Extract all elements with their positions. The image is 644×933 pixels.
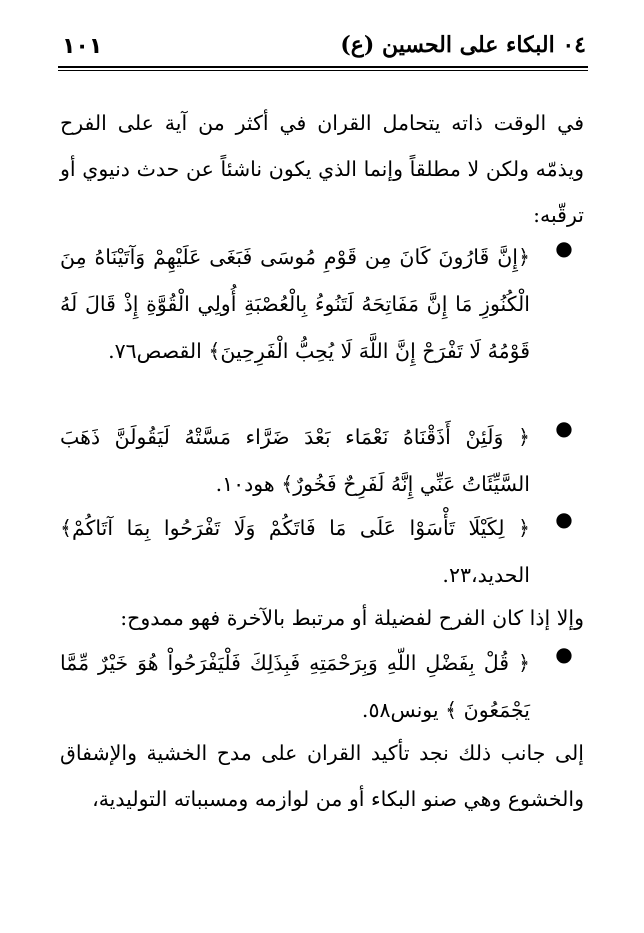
header-rule [58,66,588,68]
verse-item [60,505,530,599]
header-rule-thin [58,70,588,71]
bullet-marker: ● [555,507,573,531]
verse-text: ﴿إِنَّ قَارُونَ كَانَ مِن قَوْمِ مُوسَى فَبَغَى عَلَيْهِمْ وَآتَيْنَاهُ مِنَ الْكُنُوزِ مَا إِنَّ مَفَاتِحَهُ لَتَنُوءُ بِالْعُصْبَةِ أُولِي الْقُوَّةِ إِذْ قَالَ لَهُ قَوْمُهُ لَا تَفْرَحْ إِنَّ اللَّهَ لَا يُحِبُّ الْفَرِحِينَ﴾ [60,245,530,363]
verse-item [60,414,530,508]
verse-reference: يونس٥٨. [361,698,439,722]
verse-item [60,640,530,734]
bullet-marker: ● [555,236,573,260]
verse-item [60,234,530,375]
verse-reference: القصص٧٦. [108,339,202,363]
running-title: ٠٤ البكاء على الحسين (ع) [340,32,586,58]
page-header [58,30,588,66]
verse-text: ﴿ وَلَئِنْ أَذَقْنَاهُ نَعْمَاء بَعْدَ ضَرَّاء مَسَّتْهُ لَيَقُولَنَّ ذَهَبَ السَّيِّئَاتُ عَنِّي إِنَّهُ لَفَرِحٌ فَخُورٌ﴾ [60,425,530,496]
bullet-marker: ● [555,416,573,440]
paragraph-intro: في الوقت ذاته يتحامل القران في أكثر من آية على الفرح ويذمّه ولكن لا مطلقاً وإنما الذي يكون ناشئاً عن حدث دنيوي أو ترقّبه: [60,111,584,227]
verse-text: ﴿ لِكَيْلَا تَأْسَوْا عَلَى مَا فَاتَكُمْ وَلَا تَفْرَحُوا بِمَا آتَاكُمْ﴾ [60,516,530,540]
page-number: ١٠١ [62,34,103,59]
bullet-marker: ● [555,642,573,666]
paragraph-praise: وإلا إذا كان الفرح لفضيلة أو مرتبط بالآخرة فهو ممدوح: [120,606,584,630]
paragraph-conclusion: إلى جانب ذلك نجد تأكيد القران على مدح الخشية والإشفاق والخشوع وهي صنو البكاء أو من لوازمه ومسبباته التوليدية، [60,741,584,811]
verse-reference: الحديد،٢٣. [442,563,530,587]
verse-reference: هود١٠. [215,472,275,496]
verse-text: ﴿ قُلْ بِفَضْلِ اللّهِ وَبِرَحْمَتِهِ فَبِذَلِكَ فَلْيَفْرَحُواْ هُوَ خَيْرٌ مِّمَّا يَجْمَعُونَ ﴾ [60,651,530,722]
